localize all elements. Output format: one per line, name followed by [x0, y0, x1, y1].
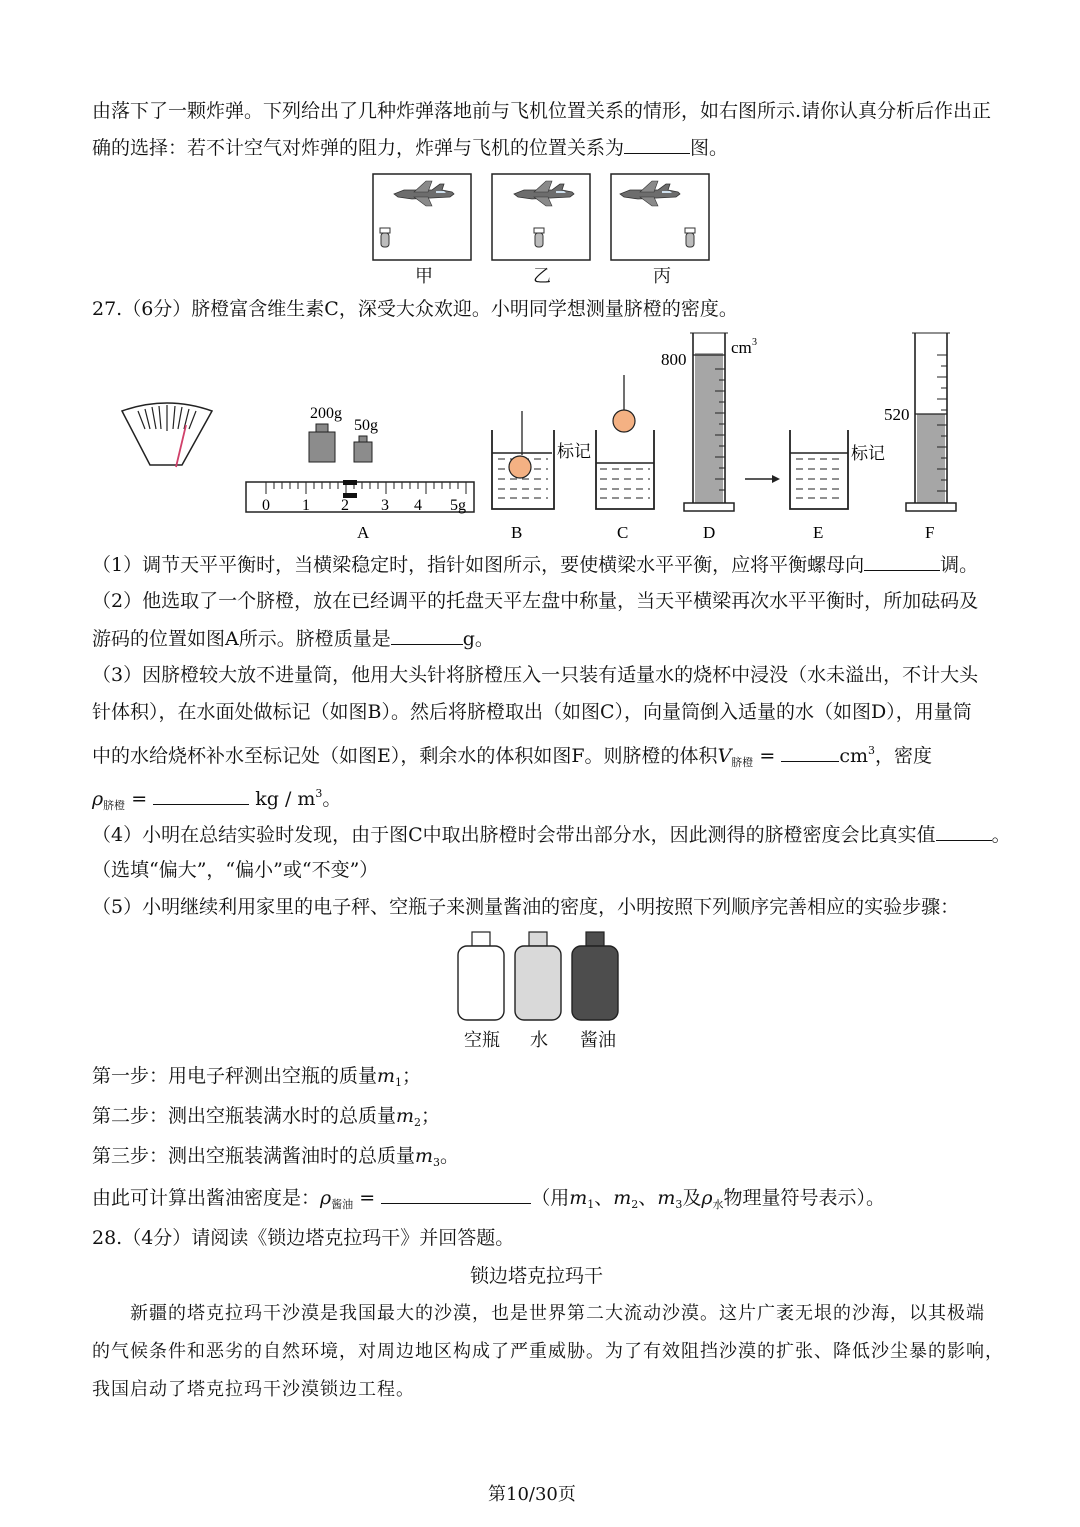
step2	[92, 1102, 440, 1137]
q27-part1-end: 调。	[940, 554, 979, 576]
answer-blank[interactable]	[864, 550, 940, 571]
equals: =	[753, 745, 776, 767]
box-bing	[611, 174, 709, 260]
symbol-m3-sub: 3	[433, 1156, 441, 1169]
sep: 、	[638, 1187, 658, 1209]
answer-blank[interactable]	[153, 784, 249, 805]
rider-top	[343, 480, 357, 485]
panel-label-f: F	[925, 523, 935, 542]
symbol-v-sub: 脐橙	[731, 756, 754, 769]
figure-a	[246, 405, 474, 514]
symbol-rho-water-sub: 水	[712, 1198, 724, 1211]
symbol-m1: m	[377, 1065, 396, 1087]
panel-label-d: D	[703, 523, 716, 542]
q27-part3-line1: （3）因脐橙较大放不进量筒，他用大头针将脐橙压入一只装有适量水的烧杯中浸没（水未溢出，不计大头	[92, 664, 979, 686]
step3	[92, 1142, 459, 1177]
experiment-figure	[0, 325, 1080, 545]
unit2-exp: 3	[315, 787, 323, 800]
cylinder-unit: cm	[731, 338, 752, 357]
symbol-m3: m	[657, 1187, 676, 1209]
weight-50g-label: 50g	[354, 417, 378, 434]
q27-part2-text: 游码的位置如图A所示。脐橙质量是	[92, 628, 391, 650]
bottle-label-soy: 酱油	[580, 1030, 616, 1051]
figure-b	[492, 411, 591, 509]
symbol-rho-soy-sub: 酱油	[331, 1198, 354, 1211]
cylinder-unit-exp: 3	[752, 337, 757, 348]
q27-part2-line1: （2）他选取了一个脐橙，放在已经调平的托盘天平左盘中称量，当天平横梁再次水平平衡时，所加砝码及	[92, 590, 979, 612]
q27-part4-line1	[92, 820, 1011, 849]
q28-para-line1: 新疆的塔克拉玛干沙漠是我国最大的沙漠，也是世界第二大流动沙漠。这片广袤无垠的沙海，以其极端	[130, 1303, 985, 1324]
symbol-rho-soy: ρ	[320, 1187, 332, 1209]
bottles-figure	[452, 930, 632, 1026]
weight-50g	[354, 436, 372, 462]
figure-c	[596, 375, 654, 509]
answer-blank[interactable]	[936, 820, 992, 841]
figure-e	[790, 430, 885, 509]
scale-tick-3: 3	[381, 497, 389, 514]
label-jia: 甲	[415, 266, 433, 287]
scale-tick-5g: 5g	[450, 497, 466, 514]
q26-line2-end: 图。	[690, 137, 729, 159]
mark-label-b: 标记	[557, 442, 591, 461]
weight-200g-label: 200g	[310, 405, 342, 422]
mark-label-e: 标记	[851, 444, 885, 463]
answer-blank[interactable]	[781, 741, 839, 762]
q27-part3-line4	[92, 780, 341, 820]
period: 。	[322, 788, 342, 810]
cylinder-f-520: 520	[884, 405, 910, 424]
q26-line1: 由落下了一颗炸弹。下列给出了几种炸弹落地前与飞机位置关系的情形，如右图所示.请你认真分析后作出正	[92, 100, 992, 122]
bottle-label-empty: 空瓶	[464, 1030, 500, 1051]
answer-blank[interactable]	[624, 133, 690, 154]
answer-blank[interactable]	[391, 624, 463, 645]
symbol-m2: m	[613, 1187, 632, 1209]
sep: 、	[594, 1187, 614, 1209]
scale-tick-0: 0	[262, 497, 270, 514]
result-paren: （用	[531, 1187, 570, 1209]
panel-label-a: A	[357, 523, 370, 542]
step1-text: 第一步：用电子秤测出空瓶的质量	[92, 1065, 378, 1087]
q27-part4-text: （4）小明在总结实验时发现，由于图C中取出脐橙时会带出部分水，因此测得的脐橙密度会比真实值	[92, 824, 936, 846]
q27-part2-line2	[92, 624, 494, 653]
weight-200g	[309, 424, 335, 462]
step3-end: 。	[440, 1145, 460, 1167]
q27-part4-end: 。	[991, 824, 1011, 846]
q26-line2	[92, 133, 728, 162]
symbol-rho-water: ρ	[701, 1187, 713, 1209]
equals: =	[353, 1187, 376, 1209]
figure-f-cylinder	[884, 333, 956, 511]
balance-pointer-dial	[122, 403, 212, 467]
q27-part3-text: 中的水给烧杯补水至标记处（如图E），剩余水的体积如图F。则脐橙的体积	[92, 745, 718, 767]
q28-para-line2: 的气候条件和恶劣的自然环境，对周边地区构成了严重威胁。为了有效阻挡沙漠的扩张、降低沙尘暴的影响，	[92, 1341, 1004, 1362]
panel-label-e: E	[813, 523, 824, 542]
symbol-rho-sub: 脐橙	[103, 799, 126, 812]
bottle-empty	[458, 932, 504, 1020]
orange-lifted	[613, 410, 635, 432]
unit-exp: 3	[867, 744, 875, 757]
scale-tick-4: 4	[414, 497, 422, 514]
symbol-m1-sub: 1	[587, 1198, 595, 1211]
panel-label-b: B	[511, 523, 523, 542]
box-jia	[373, 174, 471, 260]
page-number: 第10/30页	[488, 1484, 576, 1505]
q27-part3-line3	[92, 737, 932, 777]
symbol-m2-sub: 2	[414, 1116, 422, 1129]
orange-in-beaker	[509, 456, 531, 478]
q26-line2-text: 确的选择：若不计空气对炸弹的阻力，炸弹与飞机的位置关系为	[92, 137, 625, 159]
q27-part2-end: g。	[462, 628, 494, 650]
bottle-label-water: 水	[530, 1030, 548, 1051]
bottle-soy-sauce	[572, 932, 618, 1020]
scale-bar	[246, 482, 474, 512]
scale-tick-1: 1	[302, 497, 310, 514]
step1-end: ；	[402, 1065, 422, 1087]
q27-part3-line2: 针体积），在水面处做标记（如图B）。然后将脐橙取出（如图C），向量筒倒入适量的水（如图D），用量筒	[92, 701, 972, 723]
symbol-m3: m	[415, 1145, 434, 1167]
panel-label-c: C	[617, 523, 629, 542]
step1	[92, 1062, 421, 1097]
unit-kg-m: kg / m	[255, 788, 316, 810]
bottle-water	[515, 932, 561, 1020]
q27-part1-text: （1）调节天平平衡时，当横梁稳定时，指针如图所示，要使横梁水平平衡，应将平衡螺母向	[92, 554, 865, 576]
scale-tick-2: 2	[341, 497, 349, 514]
result-line	[92, 1183, 885, 1219]
equals: =	[125, 788, 148, 810]
answer-blank[interactable]	[381, 1183, 531, 1204]
figure-d-cylinder	[661, 333, 757, 511]
result-text: 由此可计算出酱油密度是：	[92, 1187, 321, 1209]
symbol-m3-sub: 3	[675, 1198, 683, 1211]
symbol-rho: ρ	[92, 788, 104, 810]
step2-end: ；	[421, 1105, 441, 1127]
step3-text: 第三步：测出空瓶装满酱油时的总质量	[92, 1145, 416, 1167]
cylinder-d-800: 800	[661, 350, 687, 369]
label-bing: 丙	[653, 266, 671, 287]
symbol-m2-sub: 2	[631, 1198, 639, 1211]
q27-part4-line2: （选填“偏大”，“偏小”或“不变”）	[92, 859, 379, 881]
symbol-m1: m	[569, 1187, 588, 1209]
q28-title: 锁边塔克拉玛干	[470, 1265, 604, 1287]
density-text: ，密度	[874, 745, 932, 767]
box-yi	[492, 174, 590, 260]
q28-header: 28.（4分）请阅读《锁边塔克拉玛干》并回答题。	[92, 1227, 515, 1249]
symbol-m2: m	[396, 1105, 415, 1127]
symbol-m1-sub: 1	[395, 1076, 403, 1089]
q28-para-line3: 我国启动了塔克拉玛干沙漠锁边工程。	[92, 1379, 415, 1400]
step2-text: 第二步：测出空瓶装满水时的总质量	[92, 1105, 397, 1127]
and: 及	[682, 1187, 702, 1209]
q27-header: 27.（6分）脐橙富含维生素C，深受大众欢迎。小明同学想测量脐橙的密度。	[92, 298, 738, 320]
label-yi: 乙	[533, 266, 551, 287]
result-end: 物理量符号表示）。	[723, 1187, 886, 1209]
q27-part5: （5）小明继续利用家里的电子秤、空瓶子来测量酱油的密度，小明按照下列顺序完善相应的实验步骤：	[92, 896, 960, 918]
unit-cm: cm	[839, 745, 868, 767]
symbol-v: V	[717, 745, 732, 767]
q27-part1	[92, 550, 978, 579]
